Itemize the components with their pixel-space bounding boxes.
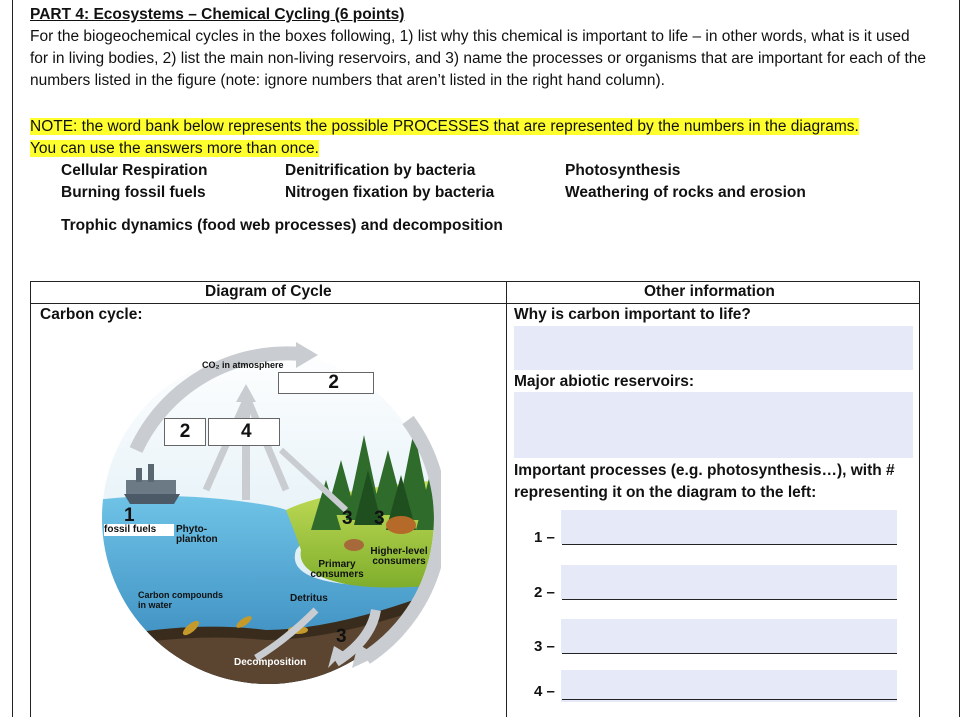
label-box-2-left: 2: [164, 418, 206, 446]
col-header-diagram: Diagram of Cycle: [205, 283, 332, 300]
number-3-label-bottom: 3: [336, 626, 347, 647]
label-box-4: 4: [208, 418, 280, 446]
answer-process-4-field[interactable]: [561, 670, 897, 702]
higher-consumers-label: Higher-level consumers: [370, 546, 428, 567]
word-bank-item: Nitrogen fixation by bacteria: [285, 184, 495, 201]
answer-underline-1: [562, 544, 897, 545]
answer-label-2: 2 –: [534, 584, 555, 601]
col-header-info: Other information: [644, 283, 775, 300]
fossil-fuels-label: fossil fuels: [104, 524, 174, 536]
question-processes: Important processes (e.g. photosynthesis…), with # representing it on the diagram to the left:: [514, 462, 895, 501]
word-bank-item: Burning fossil fuels: [61, 184, 206, 201]
word-bank-item: Trophic dynamics (food web processes) and decomposition: [61, 217, 503, 234]
column-divider: [506, 282, 507, 717]
label-box-2-top: 2: [278, 372, 374, 394]
section-header: [30, 4, 930, 92]
instructions-text: For the biogeochemical cycles in the boxes following, 1) list why this chemical is important to life – in other words, what is it used for in living bodies, 2) list the main non-living reservoirs, and 3) name the processes or organisms that are important for each of the numbers listed in the figure (note: ignore numbers that aren’t listed in the right hand column).: [30, 28, 926, 89]
question-importance: Why is carbon important to life?: [514, 306, 751, 323]
number-1-label: 1: [124, 505, 135, 526]
answer-reservoirs-field[interactable]: [514, 392, 913, 458]
table-header-row: [31, 282, 919, 304]
carbon-cycle-diagram: [96, 340, 441, 695]
question-reservoirs: Major abiotic reservoirs:: [514, 373, 695, 390]
decomposition-label: Decomposition: [234, 657, 307, 668]
carbon-compounds-label: Carbon compounds in water: [138, 590, 223, 610]
answer-process-3-field[interactable]: [561, 619, 897, 653]
co2-label: CO₂ in atmosphere: [202, 360, 284, 370]
answer-process-2-field[interactable]: [561, 565, 897, 599]
note-line-2: You can use the answers more than once.: [30, 140, 319, 157]
note-line-1: NOTE: the word bank below represents the possible PROCESSES that are represented by the numbers in the diagrams.: [30, 118, 859, 135]
word-bank-item: Photosynthesis: [565, 162, 681, 179]
detritus-label: Detritus: [290, 593, 328, 604]
number-3-label-a: 3: [342, 508, 353, 529]
section-title: PART 4: Ecosystems – Chemical Cycling (6 points): [30, 6, 405, 23]
word-bank-note: [30, 116, 859, 160]
answer-underline-4: [562, 699, 897, 700]
answer-importance-field[interactable]: [514, 326, 913, 370]
answer-label-1: 1 –: [534, 529, 555, 546]
answer-process-1-field[interactable]: [561, 510, 897, 544]
answer-underline-3: [562, 653, 897, 654]
word-bank-item: Cellular Respiration: [61, 162, 208, 179]
carbon-cycle-illustration: [96, 340, 441, 695]
phytoplankton-label: Phyto- plankton: [176, 524, 218, 545]
number-3-label-b: 3: [374, 508, 385, 529]
word-bank-item: Weathering of rocks and erosion: [565, 184, 806, 201]
primary-consumers-label: Primary consumers: [310, 559, 364, 580]
answer-underline-2: [562, 599, 897, 600]
answer-label-4: 4 –: [534, 683, 555, 700]
answer-label-3: 3 –: [534, 638, 555, 655]
word-bank-item: Denitrification by bacteria: [285, 162, 476, 179]
cycle-name: Carbon cycle:: [40, 306, 143, 323]
